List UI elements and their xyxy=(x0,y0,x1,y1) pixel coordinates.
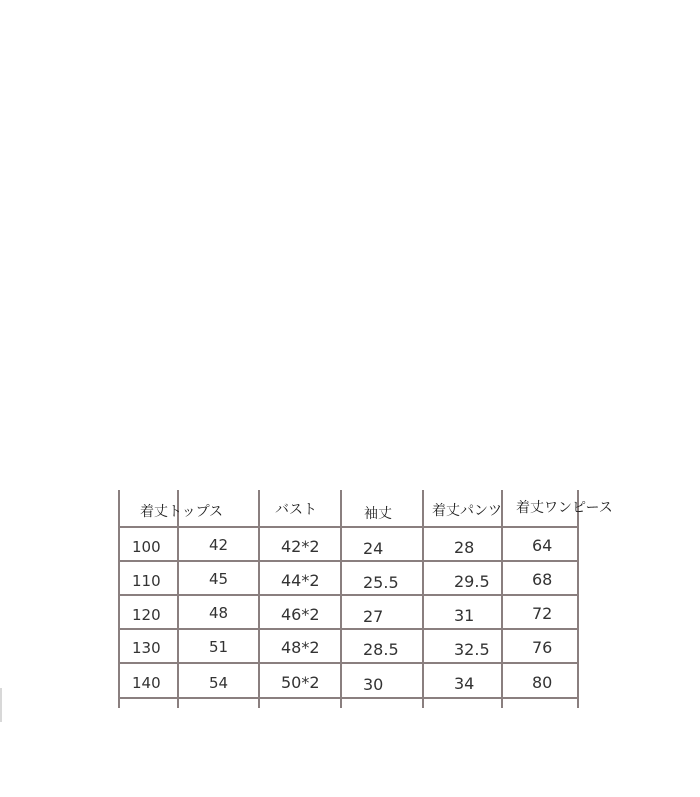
table-cell: 130 xyxy=(132,639,161,657)
table-cell: 42 xyxy=(209,536,229,554)
grid-vertical-line xyxy=(422,490,424,708)
table-cell: 27 xyxy=(363,607,384,626)
table-cell: 34 xyxy=(454,674,475,693)
header-sleeve-length: 袖丈 xyxy=(364,506,392,522)
table-cell: 25.5 xyxy=(363,573,399,592)
table-cell: 68 xyxy=(532,570,553,589)
table-cell: 72 xyxy=(532,604,553,623)
table-cell: 64 xyxy=(532,536,553,555)
grid-horizontal-line xyxy=(118,628,579,630)
left-edge-artifact xyxy=(0,688,2,722)
grid-vertical-line xyxy=(258,490,260,708)
grid-horizontal-line xyxy=(118,526,579,528)
grid-vertical-line xyxy=(340,490,342,708)
table-cell: 30 xyxy=(363,675,384,694)
table-cell: 110 xyxy=(132,572,161,590)
grid-horizontal-line xyxy=(118,697,579,699)
grid-vertical-line xyxy=(501,490,503,708)
grid-horizontal-line xyxy=(118,560,579,562)
grid-vertical-line xyxy=(577,490,579,708)
grid-vertical-line xyxy=(118,490,120,708)
table-cell: 42*2 xyxy=(281,537,320,556)
table-cell: 140 xyxy=(132,674,161,692)
grid-vertical-line xyxy=(177,490,179,708)
table-cell: 31 xyxy=(454,606,475,625)
table-cell: 48 xyxy=(209,604,229,622)
table-cell: 44*2 xyxy=(281,571,320,590)
table-cell: 80 xyxy=(532,673,553,692)
table-cell: 50*2 xyxy=(281,673,320,692)
table-cell: 28 xyxy=(454,538,475,557)
header-length-pants: 着丈パンツ xyxy=(432,503,502,519)
header-length-dress: 着丈ワンピース xyxy=(516,500,613,516)
size-chart-table xyxy=(118,490,613,708)
table-cell: 32.5 xyxy=(454,640,490,659)
grid-horizontal-line xyxy=(118,594,579,596)
table-cell: 29.5 xyxy=(454,572,490,591)
header-bust: バスト xyxy=(275,502,317,518)
table-cell: 48*2 xyxy=(281,638,320,657)
table-cell: 54 xyxy=(209,674,229,692)
table-cell: 24 xyxy=(363,539,384,558)
table-cell: 45 xyxy=(209,570,229,588)
table-cell: 100 xyxy=(132,538,161,556)
table-cell: 46*2 xyxy=(281,605,320,624)
table-cell: 120 xyxy=(132,606,161,624)
table-cell: 76 xyxy=(532,638,553,657)
table-cell: 28.5 xyxy=(363,640,399,659)
table-cell: 51 xyxy=(209,638,229,656)
header-length-tops: 着丈トップス xyxy=(140,504,224,520)
grid-horizontal-line xyxy=(118,662,579,664)
